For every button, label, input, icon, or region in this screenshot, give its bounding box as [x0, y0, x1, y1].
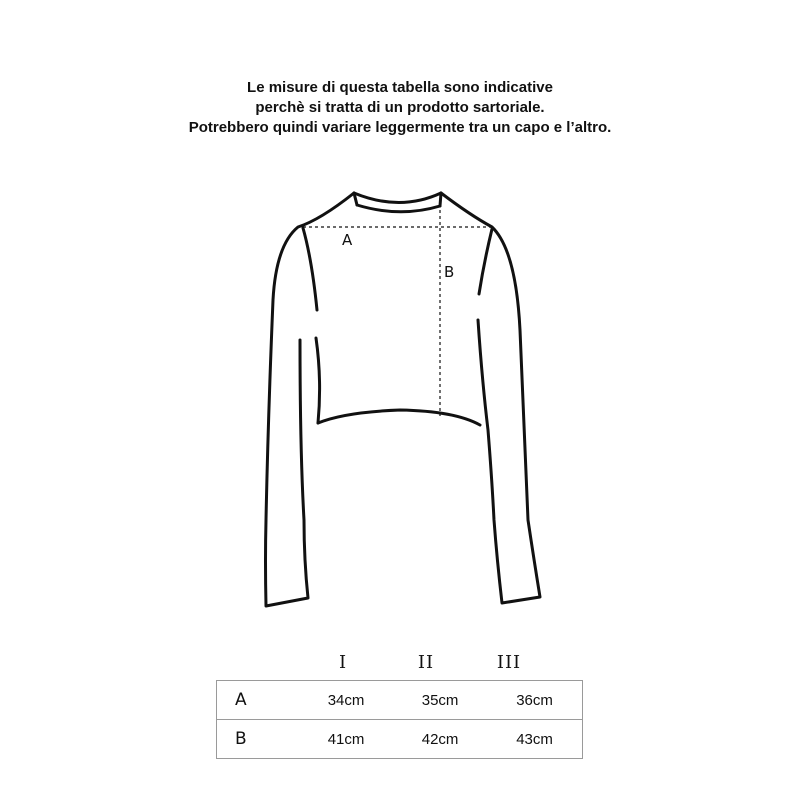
- cell-a-3: 36cm: [487, 681, 582, 720]
- row-label-a: A: [217, 681, 300, 720]
- cell-a-1: 34cm: [299, 681, 393, 720]
- measure-b-label: B: [444, 263, 455, 281]
- cell-b-2: 42cm: [393, 720, 487, 759]
- size-table: [216, 680, 583, 759]
- cell-b-3: 43cm: [487, 720, 582, 759]
- left-sleeve-inner: [303, 228, 317, 310]
- note-line-3: Potrebbero quindi variare leggermente tra un capo e l’altro.: [188, 119, 612, 136]
- cell-b-1: 41cm: [299, 720, 393, 759]
- row-label-b: B: [217, 720, 300, 759]
- measure-a-label: A: [342, 231, 353, 249]
- size-header-1: I: [338, 652, 348, 673]
- note-line-2: perchè si tratta di un prodotto sartoriale.: [255, 99, 545, 116]
- size-header-2: II: [417, 652, 435, 673]
- table-row: [217, 681, 583, 720]
- size-header-3: III: [496, 652, 522, 673]
- right-sleeve-inner: [479, 229, 492, 294]
- neckline-outer: [354, 193, 441, 203]
- neckline-inner: [357, 205, 440, 212]
- table-row: [217, 720, 583, 759]
- cell-a-2: 35cm: [393, 681, 487, 720]
- note-line-1: Le misure di questa tabella sono indicative: [247, 79, 553, 96]
- right-sleeve-outer: [441, 193, 540, 603]
- left-body-side: [316, 338, 320, 423]
- hem: [318, 410, 480, 425]
